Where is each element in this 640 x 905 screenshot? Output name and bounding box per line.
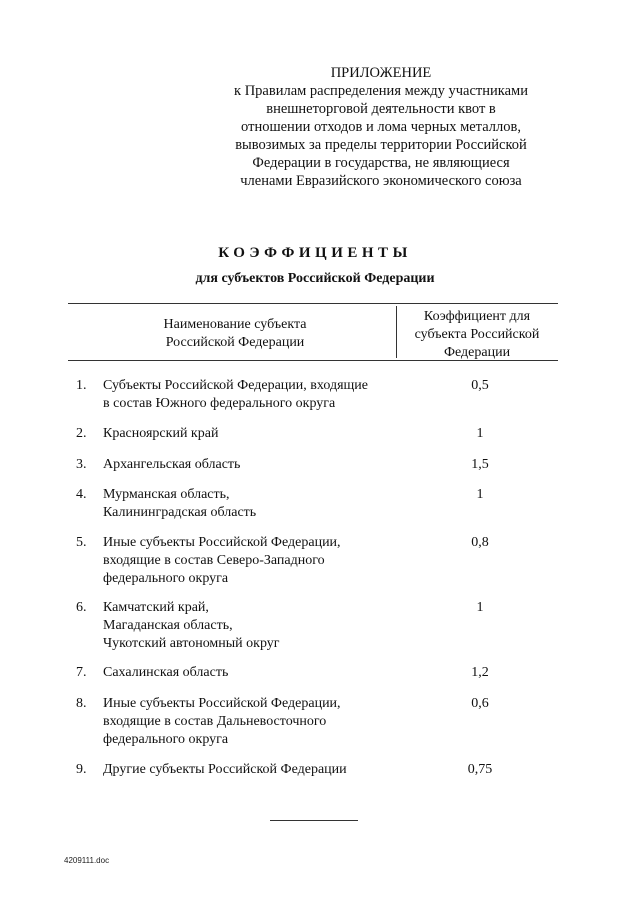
row-subject-line: Камчатский край, — [103, 600, 209, 615]
header-name-column — [120, 316, 350, 352]
table-top-rule — [68, 303, 558, 304]
appendix-line: внешнеторговой деятельности квот в — [266, 101, 496, 117]
row-subject-name — [103, 695, 403, 749]
header-coef-line: субъекта Российской — [414, 327, 540, 342]
row-subject-line: Чукотский автономный округ — [103, 636, 280, 651]
row-number: 3. — [76, 457, 87, 472]
appendix-line: Федерации в государства, не являющиеся — [252, 155, 510, 171]
row-coefficient: 1,2 — [471, 665, 489, 680]
row-subject-name — [103, 425, 403, 443]
row-subject-name — [103, 664, 403, 682]
end-rule — [270, 820, 358, 821]
row-coefficient: 1 — [476, 600, 484, 615]
header-coefficient-column — [398, 308, 556, 362]
row-subject-name — [103, 486, 403, 522]
row-subject-name — [103, 456, 403, 474]
header-name-line: Наименование субъекта — [163, 317, 307, 332]
row-number: 1. — [76, 378, 87, 393]
row-number: 9. — [76, 762, 87, 777]
row-coefficient: 1,5 — [471, 457, 489, 472]
row-number: 4. — [76, 487, 87, 502]
row-number: 8. — [76, 696, 87, 711]
header-column-divider — [396, 306, 397, 358]
row-subject-line: Иные субъекты Российской Федерации, — [103, 696, 341, 711]
header-coef-line: Коэффициент для — [423, 309, 531, 324]
header-name-line: Российской Федерации — [165, 335, 305, 350]
row-coefficient: 0,6 — [471, 696, 489, 711]
row-coefficient: 0,75 — [467, 762, 493, 777]
row-subject-line: федерального округа — [103, 732, 229, 747]
row-subject-line: в состав Южного федерального округа — [103, 396, 336, 411]
row-subject-line: Иные субъекты Российской Федерации, — [103, 535, 341, 550]
row-subject-line: входящие в состав Северо-Западного — [103, 553, 325, 568]
document-subtitle: для субъектов Российской Федерации — [195, 271, 435, 286]
appendix-heading: ПРИЛОЖЕНИЕ — [330, 65, 432, 81]
row-coefficient: 0,5 — [471, 378, 489, 393]
file-name: 4209111.doc — [64, 856, 110, 865]
row-subject-line: Магаданская область, — [103, 618, 233, 633]
row-coefficient: 1 — [476, 487, 484, 502]
row-subject-name — [103, 534, 403, 588]
row-number: 2. — [76, 426, 87, 441]
row-coefficient: 0,8 — [471, 535, 489, 550]
row-subject-name — [103, 761, 403, 779]
appendix-line: отношении отходов и лома черных металлов, — [241, 119, 521, 135]
row-subject-line: входящие в состав Дальневосточного — [103, 714, 327, 729]
row-subject-line: Мурманская область, — [103, 487, 230, 502]
row-subject-line: Субъекты Российской Федерации, входящие — [103, 378, 369, 393]
row-coefficient: 1 — [476, 426, 484, 441]
row-subject-line: федерального округа — [103, 571, 229, 586]
row-subject-line: Сахалинская область — [103, 665, 229, 680]
row-subject-line: Архангельская область — [103, 457, 241, 472]
document-title: КОЭФФИЦИЕНТЫ — [218, 245, 412, 261]
row-number: 7. — [76, 665, 87, 680]
row-subject-name — [103, 599, 403, 653]
header-coef-line: Федерации — [443, 345, 511, 360]
row-number: 5. — [76, 535, 87, 550]
row-subject-line: Красноярский край — [103, 426, 219, 441]
appendix-line: членами Евразийского экономического союза — [240, 173, 522, 189]
appendix-block — [222, 64, 540, 190]
appendix-line: вывозимых за пределы территории Российской — [235, 137, 527, 153]
appendix-line: к Правилам распределения между участниками — [234, 83, 528, 99]
row-number: 6. — [76, 600, 87, 615]
row-subject-line: Калининградская область — [103, 505, 257, 520]
row-subject-line: Другие субъекты Российской Федерации — [103, 762, 347, 777]
row-subject-name — [103, 377, 403, 413]
